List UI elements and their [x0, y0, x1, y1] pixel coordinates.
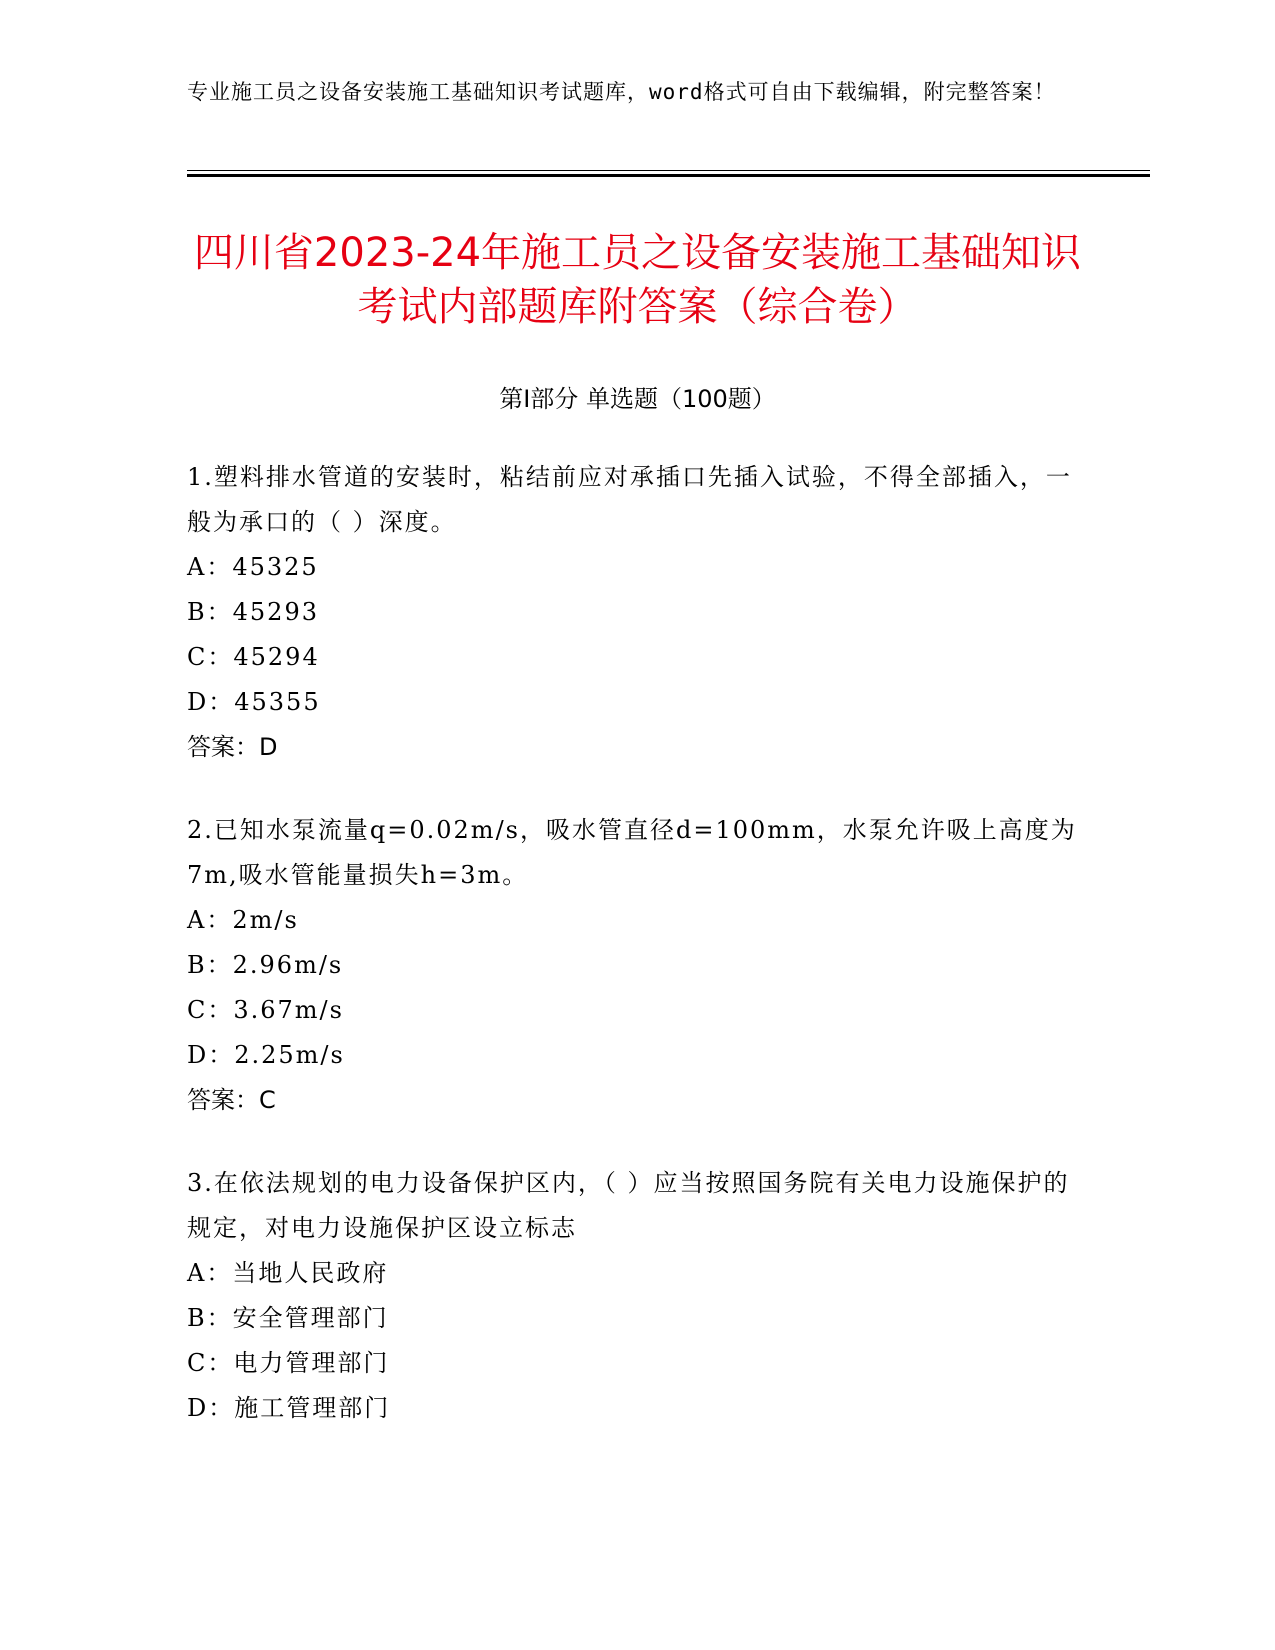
document-title: 四川省2023-24年施工员之设备安装施工基础知识考试内部题库附答案（综合卷） — [193, 230, 1082, 330]
option-c: C：3.67m/s — [187, 996, 344, 1024]
question-1 — [187, 455, 1087, 770]
option-b: B：2.96m/s — [187, 951, 344, 979]
header-divider-thin — [187, 170, 1150, 171]
option-a: A：当地人民政府 — [187, 1259, 389, 1287]
header-note: 专业施工员之设备安装施工基础知识考试题库，word格式可自由下载编辑，附完整答案！ — [187, 80, 1056, 104]
question-stem: 3.在依法规划的电力设备保护区内，（ ）应当按照国务院有关电力设施保护的规定，对电力设施保护区设立标志 — [187, 1169, 1070, 1242]
answer-line: 答案：C — [187, 1086, 276, 1114]
header-divider-thick — [187, 174, 1150, 177]
option-a: A：2m/s — [187, 906, 299, 934]
question-stem: 2.已知水泵流量q=0.02m/s，吸水管直径d=100mm，水泵允许吸上高度为7m,吸水管能量损失h=3m。 — [187, 816, 1077, 889]
option-d: D：施工管理部门 — [187, 1394, 391, 1422]
option-c: C：电力管理部门 — [187, 1349, 390, 1377]
option-b: B：45293 — [187, 598, 319, 626]
option-d: D：2.25m/s — [187, 1041, 345, 1069]
question-2 — [187, 808, 1087, 1123]
option-c: C：45294 — [187, 643, 320, 671]
question-stem: 1.塑料排水管道的安装时，粘结前应对承插口先插入试验，不得全部插入，一般为承口的（ ）深度。 — [187, 463, 1072, 536]
option-a: A：45325 — [187, 553, 319, 581]
section-heading: 第Ⅰ部分 单选题（100题） — [499, 385, 776, 413]
answer-line: 答案：D — [187, 733, 278, 761]
option-d: D：45355 — [187, 688, 321, 716]
question-3 — [187, 1161, 1087, 1431]
option-b: B：安全管理部门 — [187, 1304, 389, 1332]
